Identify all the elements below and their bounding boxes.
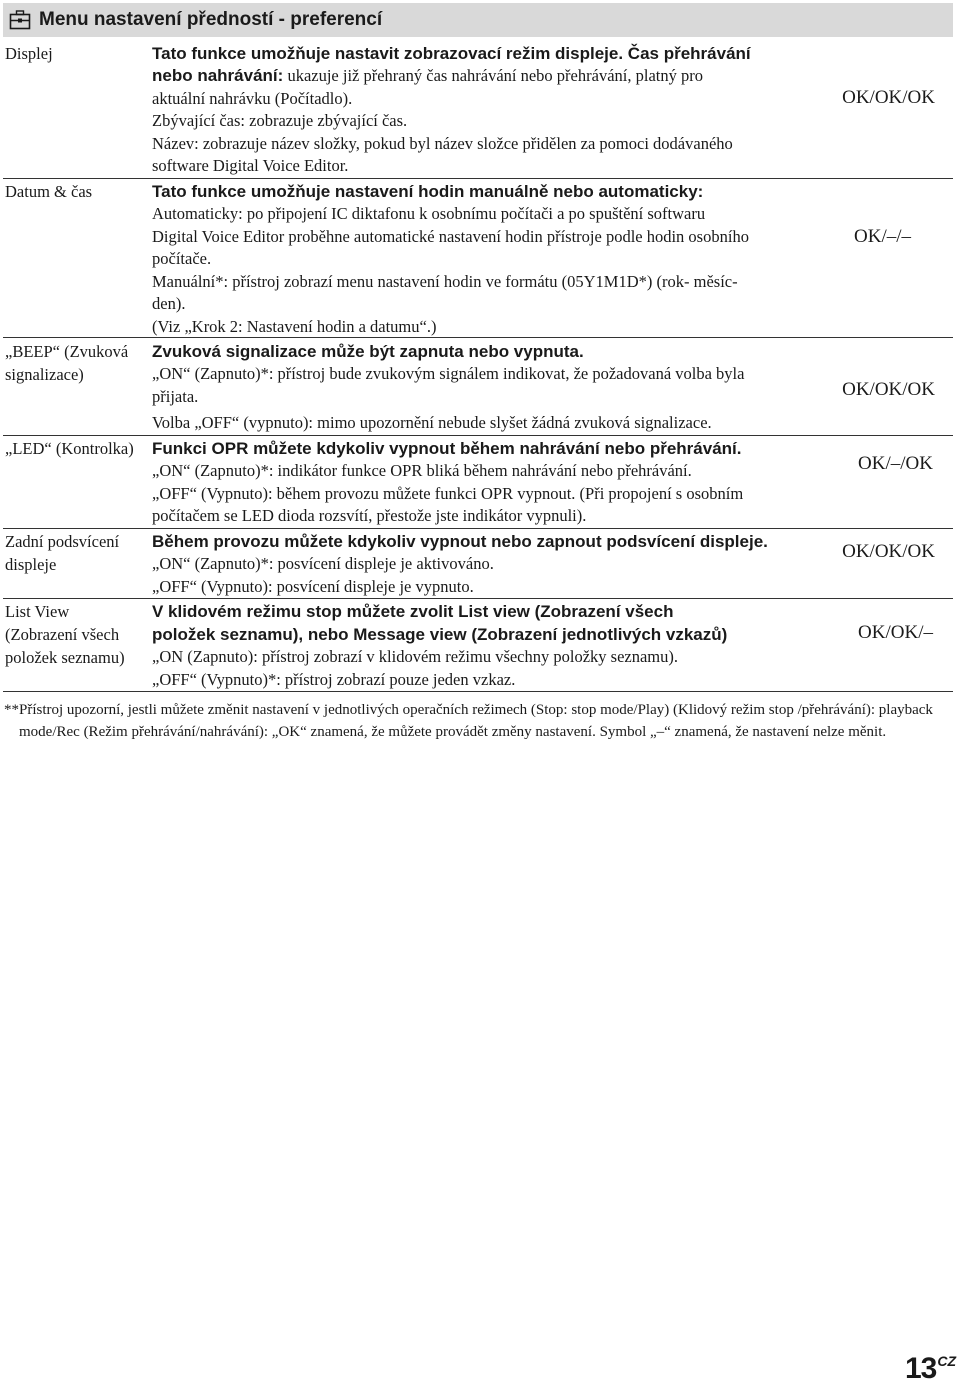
desc-line: počítačem se LED dioda rozsvítí, přestože jste indikátor vypnuli). (152, 506, 587, 525)
settings-row-list-view (3, 600, 953, 692)
row-description (152, 437, 822, 528)
row-heading: Během provozu můžete kdykoliv vypnout nebo zapnout podsvícení displeje. (152, 532, 768, 551)
desc-line: Automaticky: po připojení IC diktafonu k osobnímu počítači a po spuštění softwaru (152, 204, 706, 223)
desc-line: Digital Voice Editor proběhne automatické nastavení hodin přístroje podle hodin osobního (152, 226, 749, 246)
row-description (152, 600, 822, 691)
row-label: Datum & čas (5, 182, 93, 201)
desc-line: „ON (Zapnuto): přístroj zobrazí v klidovém režimu všechny položky seznamu). (152, 647, 679, 666)
section-header (3, 3, 953, 37)
desc-line: „OFF“ (Vypnuto)*: přístroj zobrazí pouze jeden vzkaz. (152, 669, 516, 689)
row-heading: Tato funkce umožňuje nastavit zobrazovací režim displeje. Čas přehrávání (152, 44, 751, 63)
desc-line: „OFF“ (Vypnuto): posvícení displeje je vypnuto. (152, 576, 474, 596)
settings-row-beep (3, 340, 953, 436)
page-number-value: 13 (904, 1352, 937, 1385)
row-description (152, 530, 822, 598)
desc-line: software Digital Voice Editor. (152, 156, 349, 175)
mode-availability: OK/OK/OK (842, 379, 935, 400)
row-label: Zadní podsvícení displeje (5, 532, 120, 574)
row-description: Tato funkce umožňuje nastavit zobrazovací režim displeje. Čas přehrávání nebo nahrávání: ukazuje již přehraný čas nahrávání nebo přehrávání, platný pro aktuální nahrávku (Počítadlo). Zbývající čas: zobrazuje zbývající čas. Název: zobrazuje název složky, pokud byl název složce přidělen za pomoci dodávaného software Digital Voice Editor. (152, 42, 822, 178)
desc-line: Zbývající čas: zobrazuje zbývající čas. (152, 111, 408, 130)
desc-line: „ON“ (Zapnuto)*: indikátor funkce OPR bliká během nahrávání nebo přehrávání. (152, 461, 692, 480)
row-heading-cont: nebo nahrávání: (152, 66, 284, 85)
menu-toolbox-icon (9, 10, 31, 30)
mode-availability: OK/OK/OK (842, 541, 935, 562)
page-language-code: CZ (937, 1353, 956, 1369)
desc-line: „ON“ (Zapnuto)*: posvícení displeje je aktivováno. (152, 554, 494, 573)
row-heading: Tato funkce umožňuje nastavení hodin manuálně nebo automaticky: (152, 182, 704, 201)
row-heading: Zvuková signalizace může být zapnuta nebo vypnuta. (152, 342, 584, 361)
footnote (4, 700, 934, 743)
row-label: Displej (5, 44, 53, 63)
row-label: „LED“ (Kontrolka) (5, 439, 134, 458)
settings-row-led (3, 437, 953, 529)
desc-line: aktuální nahrávku (Počítadlo). (152, 88, 353, 108)
row-heading: Funkci OPR můžete kdykoliv vypnout během nahrávání nebo přehrávání. (152, 439, 742, 458)
row-heading-cont: položek seznamu), nebo Message view (Zobrazení jednotlivých vzkazů) (152, 625, 728, 644)
desc-line: Manuální*: přístroj zobrazí menu nastavení hodin ve formátu (05Y1M1D*) (rok- měsíc- (152, 271, 738, 291)
desc-line: „OFF“ (Vypnuto): během provozu můžete funkci OPR vypnout. (Při propojení s osobním (152, 483, 744, 503)
desc-line: (Viz „Krok 2: Nastavení hodin a datumu“.) (152, 316, 437, 336)
page-number (905, 1352, 956, 1386)
row-description (152, 340, 822, 435)
settings-row-date-time (3, 180, 953, 338)
desc-line: přijata. (152, 386, 199, 406)
desc-line: Název: zobrazuje název složky, pokud byl název složce přidělen za pomoci dodávaného (152, 133, 733, 153)
desc-line: „ON“ (Zapnuto)*: přístroj bude zvukovým signálem indikovat, že požadovaná volba byla (152, 364, 745, 383)
desc-line: počítače. (152, 249, 212, 268)
settings-row-display (3, 42, 953, 179)
mode-availability: OK/OK/– (858, 622, 933, 643)
row-label: List View (Zobrazení všech položek seznamu) (5, 602, 125, 667)
settings-row-backlight (3, 530, 953, 599)
desc-line: den). (152, 294, 186, 313)
section-title: Menu nastavení předností - preferencí (39, 9, 383, 30)
row-heading: V klidovém režimu stop můžete zvolit List view (Zobrazení všech (152, 602, 674, 621)
mode-availability: OK/–/OK (858, 453, 933, 474)
footnote-text: **Přístroj upozorní, jestli můžete změnit nastavení v jednotlivých operačních režimech (Stop: stop mode/Play) (Klidový režim stop /přehrávání): playback mode/Rec (Režim přehrávání/nahrávání): „OK“ znamená, že můžete provádět změny nastavení. Symbol „–“ znamená, že nastavení nelze měnit. (4, 702, 933, 740)
desc-line: Volba „OFF“ (vypnuto): mimo upozornění nebude slyšet žádná zvuková signalizace. (152, 413, 712, 432)
row-label: „BEEP“ (Zvuková signalizace) (5, 342, 129, 384)
mode-availability: OK/OK/OK (842, 87, 935, 108)
mode-availability: OK/–/– (854, 226, 911, 247)
row-description (152, 180, 822, 338)
